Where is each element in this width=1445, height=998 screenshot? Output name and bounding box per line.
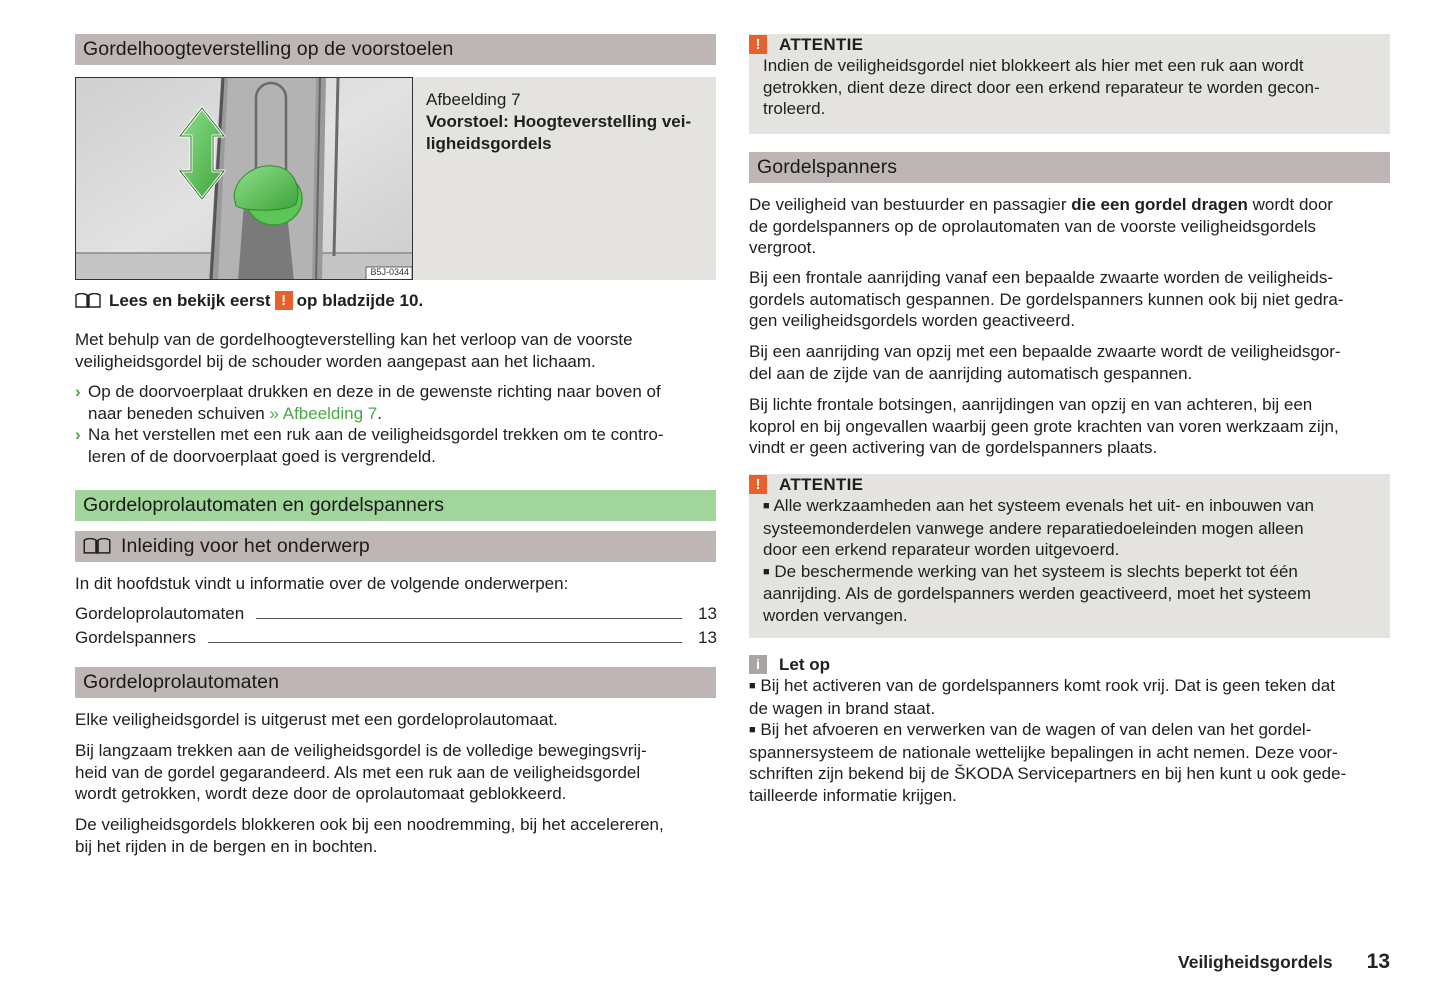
chevron-right-icon: ›: [75, 382, 81, 401]
chapter-header-gordeloprolautomaten-en-gordelspanners: Gordeloprolautomaten en gordelspanners: [75, 490, 716, 521]
step-1-period: .: [377, 403, 382, 423]
attention-box-1: [749, 34, 1390, 134]
attention-1-line-1: Indien de veiligheidsgordel niet blokkeert als hier met een ruk aan wordt: [763, 56, 1304, 75]
attention-2-bullet-2-line-3: worden vervangen.: [763, 605, 908, 625]
chevron-right-icon: ›: [75, 425, 81, 444]
section-header-gordelspanners: Gordelspanners: [749, 152, 1390, 183]
section-header-gordeloprolautomaten: Gordeloprolautomaten: [75, 667, 716, 698]
note-bullet-1-line-1: Bij het activeren van de gordelspanners komt rook vrij. Dat is geen teken dat: [760, 676, 1335, 695]
attention-2-bullet-2-line-1: De beschermende werking van het systeem is slechts beperkt tot één: [774, 561, 1298, 581]
p2-line-1: Bij een frontale aanrijding vanaf een bepaalde zwaarte worden de veiligheids-: [749, 268, 1334, 287]
note-bullet-2-line-1: Bij het afvoeren en verwerken van de wagen of van delen van het gordel-: [760, 720, 1312, 739]
p2-line-2: gordels automatisch gespannen. De gordelspanners kunnen ook bij niet gedra-: [749, 289, 1344, 309]
attention-2-bullet-1-line-3: door een erkend reparateur worden uitgevoerd.: [763, 540, 1120, 559]
belt-adjuster-illustration: [76, 78, 413, 280]
step-item-1: [75, 381, 716, 424]
attention-1-line-3: troleerd.: [763, 99, 826, 118]
subheader-inleiding: [75, 531, 716, 562]
warning-icon: !: [749, 475, 767, 494]
paragraph-gordelspanners-4: [749, 394, 1390, 459]
step-1-line-1: Op de doorvoerplaat drukken en deze in de gewenste richting naar boven of: [88, 382, 661, 401]
intro-line-2: veiligheidsgordel bij de schouder worden aangepast aan het lichaam.: [75, 351, 596, 371]
toc-leader-line: [208, 642, 682, 643]
note-title: Let op: [779, 654, 830, 674]
step-list: [75, 381, 716, 467]
p3-line-2: bij het rijden in de bergen en in bochten.: [75, 836, 378, 856]
paragraph-gordelspanners-2: [749, 267, 1390, 332]
figure-title-line-2: ligheidsgordels: [426, 134, 552, 153]
p3-line-1: De veiligheidsgordels blokkeren ook bij een noodremming, bij het accelereren,: [75, 815, 664, 834]
attention-title: ATTENTIE: [779, 474, 864, 494]
subheader-label: Inleiding voor het onderwerp: [121, 535, 370, 557]
read-first-notice: [75, 290, 716, 312]
attention-title: ATTENTIE: [779, 34, 864, 54]
bullet-square-icon: ■: [763, 500, 770, 512]
p2-line-1: Bij langzaam trekken aan de veiligheidsgordel is de volledige bewegingsvrij-: [75, 741, 647, 760]
intro-paragraph: [75, 329, 716, 372]
bullet-square-icon: ■: [763, 565, 770, 578]
attention-2-bullet-1-line-2: systeemonderdelen vanwege andere reparatiedoeleinden mogen alleen: [763, 518, 1304, 538]
p4-line-1: Bij lichte frontale botsingen, aanrijdingen van opzij en van achteren, bij een: [749, 395, 1313, 414]
toc-label: Gordelspanners: [75, 628, 196, 647]
footer-section-title: Veiligheidsgordels: [1178, 952, 1333, 972]
attention-2-bullet-1-line-1: Alle werkzaamheden aan het systeem evenals het uit- en inbouwen van: [773, 496, 1314, 515]
figure-image-belt-height-adjuster: [75, 77, 413, 280]
note-bullet-2-line-4: tailleerde informatie krijgen.: [749, 785, 957, 805]
toc-page: 13: [698, 604, 717, 623]
p1-line-3: vergroot.: [749, 238, 817, 257]
p1-line-2: de gordelspanners op de oprolautomaten van de voorste veiligheidsgordels: [749, 216, 1317, 236]
p1-emphasis: die een gordel dragen: [1071, 195, 1248, 214]
attention-2-bullet-2-line-2: aanrijding. Als de gordelspanners werden geactiveerd, moet het systeem: [763, 584, 1312, 603]
figure-title-line-1: Voorstoel: Hoogteverstelling vei-: [426, 112, 692, 131]
intro-line-1: Met behulp van de gordelhoogteverstelling kan het verloop van de voorste: [75, 330, 633, 349]
toc-label: Gordeloprolautomaten: [75, 604, 245, 623]
figure-7: [75, 77, 716, 280]
toc-page: 13: [698, 628, 717, 647]
page-footer: [1178, 950, 1390, 974]
step-2-line-2: leren of de doorvoerplaat goed is vergrendeld.: [88, 446, 436, 466]
step-2-line-1: Na het verstellen met een ruk aan de veiligheidsgordel trekken om te contro-: [88, 425, 664, 444]
figure-caption: [413, 77, 716, 280]
paragraph-2: [75, 740, 716, 805]
toc-item-gordelspanners[interactable]: [75, 626, 716, 648]
toc-leader-line: [256, 618, 682, 619]
section-header-gordelhoogteverstelling: Gordelhoogteverstelling op de voorstoelen: [75, 34, 716, 65]
note-bullet-2-line-2: spannersysteem de nationale wettelijke bepalingen in acht nemen. Deze voor-: [749, 742, 1338, 762]
paragraph-1: Elke veiligheidsgordel is uitgerust met een gordeloprolautomaat.: [75, 710, 558, 729]
p2-line-2: heid van de gordel gegarandeerd. Als met een ruk aan de veiligheidsgordel: [75, 762, 641, 782]
p3-line-1: Bij een aanrijding van opzij met een bepaalde zwaarte wordt de veiligheidsgor-: [749, 342, 1341, 361]
p1-prefix: De veiligheid van bestuurder en passagier: [749, 195, 1072, 214]
p2-line-3: gen veiligheidsgordels worden geactiveerd.: [749, 311, 1076, 330]
topics-intro: In dit hoofdstuk vindt u informatie over de volgende onderwerpen:: [75, 574, 569, 593]
p4-line-3: vindt er geen activering van de gordelspanners plaats.: [749, 438, 1158, 457]
paragraph-gordelspanners-3: [749, 341, 1390, 384]
book-icon: [75, 293, 101, 309]
note-bullet-2-line-3: schriften zijn bekend bij de ŠKODA Servicepartners en bij hen kunt u ook gede-: [749, 764, 1347, 783]
paragraph-3: [75, 814, 716, 857]
warning-icon[interactable]: !: [275, 291, 293, 310]
toc-item-gordeloprolautomaten[interactable]: [75, 602, 716, 624]
paragraph-gordelspanners-1: [749, 194, 1390, 259]
figure-7-link[interactable]: » Afbeelding 7: [269, 403, 378, 423]
figure-code: B5J-0344: [370, 267, 409, 277]
warning-icon: !: [749, 35, 767, 54]
bullet-square-icon: ■: [749, 724, 756, 736]
read-first-prefix: Lees en bekijk eerst: [109, 291, 271, 310]
note-box: [749, 654, 1390, 806]
p4-line-2: koprol en bij ongevallen waarbij geen grote krachten van voren werkzaam zijn,: [749, 416, 1339, 436]
attention-box-2: [749, 474, 1390, 638]
note-bullet-1-line-2: de wagen in brand staat.: [749, 698, 936, 718]
bullet-square-icon: ■: [749, 680, 756, 692]
page-number: 13: [1366, 950, 1390, 973]
attention-1-line-2: getrokken, dient deze direct door een erkend reparateur te worden gecon-: [763, 77, 1320, 97]
figure-label: Afbeelding 7: [426, 90, 521, 109]
step-1-line-2: naar beneden schuiven: [88, 403, 270, 423]
p2-line-3: wordt getrokken, wordt deze door de oprolautomaat geblokkeerd.: [75, 784, 567, 803]
read-first-page-link[interactable]: op bladzijde 10.: [296, 291, 424, 310]
info-icon: i: [749, 655, 767, 674]
p3-line-2: del aan de zijde van de aanrijding automatisch gespannen.: [749, 363, 1193, 383]
step-item-2: [75, 424, 716, 467]
p1-suffix: wordt door: [1247, 195, 1333, 214]
book-icon: [83, 538, 111, 555]
